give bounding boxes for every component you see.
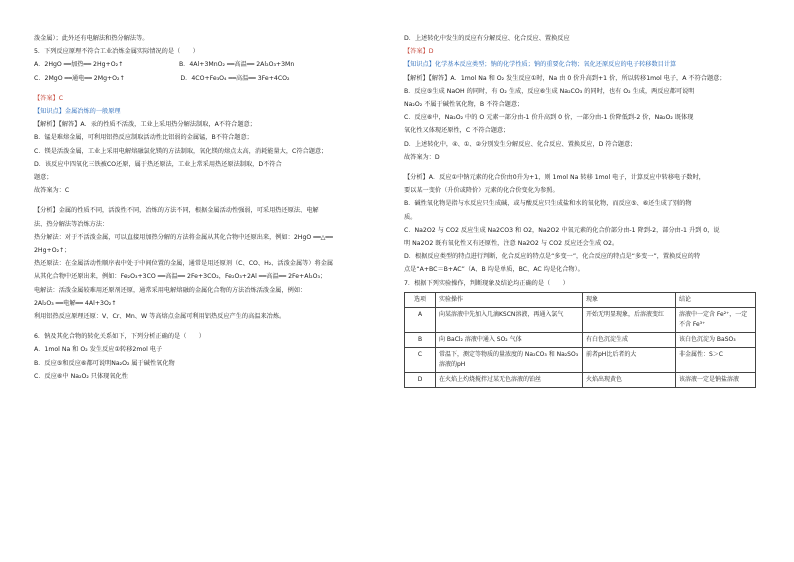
left-text-line: 2Hg+O₂↑；	[34, 247, 71, 255]
table-cell: B	[405, 332, 436, 347]
left-text-line: 5．下列反应原理不符合工业冶炼金属实际情况的是（ ）	[34, 48, 199, 56]
left-text-line: 6．钠及其化合物的转化关系如下，下列分析正确的是（ ）	[34, 333, 205, 341]
table-cell: C	[405, 347, 436, 372]
right-text-line: 【分析】A．反应①中钠元素的化合价由0升为+1，则 1mol Na 转移 1mol 电子，计算反应中转移电子数时，	[404, 174, 705, 182]
left-text-line: 【知识点】金属冶炼的一般原理	[34, 108, 121, 116]
table-cell: 常温下，测定等物质的量浓度的 Na₂CO₃ 和 Na₂SO₃ 溶液的pH	[436, 347, 583, 372]
left-text-line: C．镁是活泼金属，工业上采用电解熔融氯化镁的方法制取，氧化镁的熔点太高，消耗能量大，C符合题意；	[34, 147, 328, 155]
right-text-line: D．上述转化中，④、①、②分别发生分解反应、化合反应、置换反应，D 符合题意；	[404, 140, 637, 148]
right-text-line: B．碱性氧化物是指与水反应只生成碱，或与酸反应只生成盐和水的氧化物，而反应⑤、⑥还生成了别的物	[404, 200, 692, 208]
left-text-line: D．该反应中四氧化三铁被CO还原，属于热还原法，工业上常采用热还原法制取，D不符合	[34, 160, 282, 168]
table-cell: 火焰出现黄色	[583, 372, 676, 387]
table-row	[405, 332, 756, 347]
right-column-lines	[404, 32, 764, 290]
table-cell: 向 BaCl₂ 溶液中通入 SO₂ 气体	[436, 332, 583, 347]
table-cell: 有白色沉淀生成	[583, 332, 676, 347]
left-text-line: 【分析】金属的性质不同，活泼性不同，冶炼的方法不同，根据金属活动性强弱，可采用热还原法、电解	[34, 207, 319, 215]
right-text-line: 要以某一变价（升价或降价）元素的化合价变化为参照。	[404, 187, 559, 195]
left-text-line: B．锰是难熔金属，可利用铝热反应制取活动性比铝弱的金属锰，B不符合题意；	[34, 134, 253, 142]
left-text-line: 热分解法：对于不活泼金属，可以直接用加热分解的方法将金属从其化合物中还原出来，例如：2HgO ══△══	[34, 233, 333, 241]
right-text-line: D．根据反应类型的特点进行判断，化合反应的特点是“多变一”，化合反应的特点是“多变一”，置换反应的特	[404, 253, 701, 261]
right-text-line: B．反应⑤生成 NaOH 的同时，有 O₂ 生成，反应⑥生成 Na₂CO₃ 的同时，也有 O₂ 生成，两反应都可说明	[404, 87, 695, 95]
table-cell: 该溶液一定是钠盐溶液	[676, 372, 756, 387]
table-cell: A	[405, 307, 436, 332]
left-text-line: 泼金属）；此外还有电解法和热分解法等。	[34, 35, 149, 42]
right-column	[404, 32, 764, 388]
left-text-line: 【答案】C	[34, 94, 64, 102]
table-cell: 非金属性：S＞C	[676, 347, 756, 372]
table-cell: 溶液中一定含 Fe²⁺，一定不含 Fe³⁺	[676, 307, 756, 332]
left-column	[34, 32, 384, 383]
table-cell: 前者pH比后者的大	[583, 347, 676, 372]
left-text-line: 法、热分解法等冶炼方法：	[34, 220, 109, 228]
table-cell: 向某溶液中先加入几滴KSCN溶液，再通入氯气	[436, 307, 583, 332]
right-text-line: 质。	[404, 213, 417, 221]
right-text-line: 7．根据下列实验操作，判断现象及结论均正确的是（ ）	[404, 279, 569, 287]
left-text-line	[34, 197, 384, 204]
left-text-line: 故答案为：C	[34, 187, 70, 195]
right-text-line: D．上述转化中发生的反应有分解反应、化合反应、置换反应	[404, 35, 570, 42]
table-row	[405, 372, 756, 387]
table-cell: 该白色沉淀为 BaSO₃	[676, 332, 756, 347]
left-text-line: A．2HgO ══加热══ 2Hg+O₂↑ B．4Al+3MnO₂ ══高温══ 2Al₂O₃+3Mn	[34, 61, 295, 69]
left-text-line: 利用铝热反应原理还原：V、Cr、Mn、W 等高熔点金属可利用铝热反应产生的高温来冶炼。	[34, 313, 286, 321]
left-text-line: A．1mol Na 和 O₂ 发生反应①转移2mol 电子	[34, 346, 163, 354]
left-text-line: 热还原法：在金属活动性顺序表中处于中间位置的金属，通常是用还原剂（C、CO、H₂、活泼金属等）将金属	[34, 260, 334, 268]
left-text-line: 2Al₂O₃ ══电解══ 4Al+3O₂↑	[34, 299, 117, 307]
right-text-line: Na₂O₂ 不属于碱性氧化物，B 不符合题意；	[404, 101, 524, 109]
left-text-line: 【解析】【解答】A．汞的性质不活泼，工业上采用热分解法制取，A不符合题意；	[34, 121, 256, 129]
left-text-line	[34, 85, 384, 92]
table-cell: 开始无明显现象，后溶液变红	[583, 307, 676, 332]
table-row	[405, 347, 756, 372]
right-text-line: C．反应⑥中，Na₂O₂ 中的 O 元素一部分由-1 价升高到 0 价，一部分由-1 价降低到-2 价，Na₂O₂ 既体现	[404, 114, 694, 122]
table-row	[405, 307, 756, 332]
header-phenomenon: 现象	[583, 292, 676, 307]
left-text-line: 题意；	[34, 174, 53, 182]
right-text-line: 【答案】D	[404, 48, 434, 56]
right-text-line: 【知识点】化学基本反应类型；钠的化学性质；钠的重要化合物；氧化还原反应的电子转移数目计算	[404, 61, 677, 69]
left-text-line: 从其化合物中还原出来，例如：Fe₂O₃+3CO ══高温══ 2Fe+3CO₂，Fe₂O₃+2Al ══高温══ 2Fe+Al₂O₃；	[34, 273, 327, 281]
table-cell: D	[405, 372, 436, 387]
header-conclusion: 结论	[676, 292, 756, 307]
left-text-line: 电解法：活泼金属较难用还原剂还原，通常采用电解熔融的金属化合物的方法冶炼活泼金属，例如：	[34, 286, 307, 294]
table-header-row	[405, 292, 756, 307]
right-text-line: 点是“A+BC＝B+AC”（A、B 均是单质，BC、AC 均是化合物）。	[404, 266, 584, 274]
right-text-line: C．Na2O2 与 CO2 反应生成 Na2CO3 和 O2，Na2O2 中氧元素的化合价部分由-1 降到-2，部分由-1 升到 0，说	[404, 226, 720, 234]
header-operation: 实验操作	[436, 292, 583, 307]
right-text-line: 明 Na2O2 既有氧化性又有还原性，注意 Na2O2 与 CO2 反应还会生成 O2。	[404, 240, 619, 248]
right-text-line: 故答案为：D	[404, 153, 440, 161]
header-option: 选项	[405, 292, 436, 307]
right-text-line: 【解析】【解答】A．1mol Na 和 O₂ 发生反应①时，Na 由 0 价升高到+1 价，所以转移1mol 电子，A 不符合题意；	[404, 74, 726, 82]
right-text-line	[404, 164, 764, 171]
left-text-line: B．反应⑤和反应⑥都可说明Na₂O₂ 属于碱性氧化物	[34, 359, 175, 367]
table-cell: 在火焰上灼烧搅拌过某无色溶液的铂丝	[436, 372, 583, 387]
left-text-line: C．2MgO ══通电══ 2Mg+O₂↑ D．4CO+Fe₃O₄ ══高温══ 3Fe+4CO₂	[34, 74, 290, 82]
right-text-line: 氧化性又体现还原性，C 不符合题意；	[404, 127, 510, 135]
experiment-table	[404, 292, 756, 388]
left-text-line: C．反应⑥中 Na₂O₂ 只体现氧化性	[34, 372, 128, 380]
left-text-line	[34, 323, 384, 330]
